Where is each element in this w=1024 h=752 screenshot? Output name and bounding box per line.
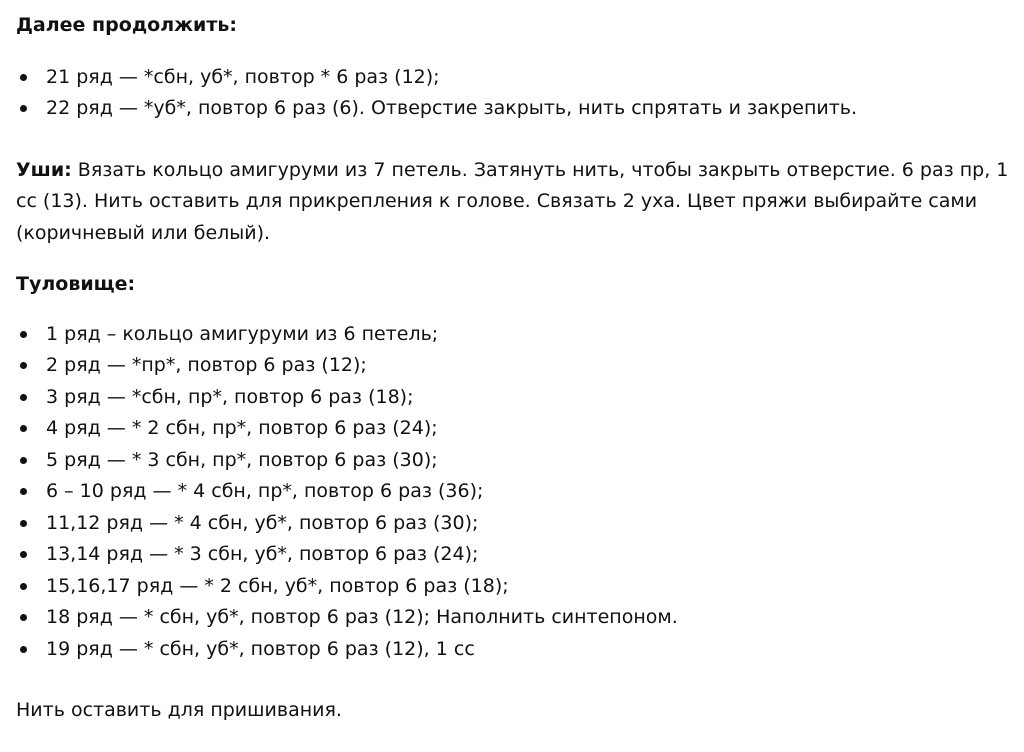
bullet-icon bbox=[20, 362, 27, 369]
ears-text: Вязать кольцо амигуруми из 7 петель. Затянуть нить, чтобы закрыть отверстие. 6 раз пр, 1 сс (13). Нить оставить для прикрепления к голове. Связать 2 уха. Цвет пряжи выбирайте сами (коричневый или белый). bbox=[16, 158, 1009, 244]
ears-label: Уши: bbox=[16, 158, 72, 181]
list-item bbox=[16, 634, 1016, 666]
bullet-icon bbox=[20, 488, 27, 495]
list-item bbox=[16, 602, 1016, 634]
bullet-icon bbox=[20, 74, 27, 81]
list-item-text: 5 ряд — * 3 сбн, пр*, повтор 6 раз (30); bbox=[46, 448, 438, 471]
list-item-text: 3 ряд — *сбн, пр*, повтор 6 раз (18); bbox=[46, 385, 414, 408]
list-item bbox=[16, 571, 1016, 603]
body-list bbox=[16, 319, 1016, 666]
list-item-text: 6 – 10 ряд — * 4 сбн, пр*, повтор 6 раз (36); bbox=[46, 480, 484, 502]
bullet-icon bbox=[20, 551, 27, 558]
bullet-icon bbox=[20, 331, 27, 338]
list-item-text: 21 ряд — *сбн, уб*, повтор * 6 раз (12); bbox=[46, 65, 440, 88]
list-item-text: 19 ряд — * сбн, уб*, повтор 6 раз (12), 1 сс bbox=[46, 637, 475, 660]
list-item bbox=[16, 350, 1016, 382]
list-item-text: 1 ряд – кольцо амигуруми из 6 петель; bbox=[46, 322, 439, 345]
bullet-icon bbox=[20, 646, 27, 653]
list-item bbox=[16, 93, 1016, 125]
list-item bbox=[16, 445, 1016, 477]
list-item-text: 18 ряд — * сбн, уб*, повтор 6 раз (12); Наполнить синтепоном. bbox=[46, 606, 678, 628]
list-item-text: 11,12 ряд — * 4 сбн, уб*, повтор 6 раз (30); bbox=[46, 511, 479, 534]
list-item bbox=[16, 508, 1016, 540]
bullet-icon bbox=[20, 394, 27, 401]
list-item bbox=[16, 539, 1016, 571]
list-item bbox=[16, 413, 1016, 445]
final-note: Нить оставить для пришивания. bbox=[16, 699, 342, 721]
list-item bbox=[16, 476, 1016, 508]
bullet-icon bbox=[20, 425, 27, 432]
list-item-text: 4 ряд — * 2 сбн, пр*, повтор 6 раз (24); bbox=[46, 417, 438, 439]
list-item bbox=[16, 319, 1016, 351]
bullet-icon bbox=[20, 520, 27, 527]
list-item bbox=[16, 382, 1016, 414]
bullet-icon bbox=[20, 457, 27, 464]
list-item-text: 2 ряд — *пр*, повтор 6 раз (12); bbox=[46, 354, 367, 376]
bullet-icon bbox=[20, 614, 27, 621]
list-item-text: 22 ряд — *уб*, повтор 6 раз (6). Отверстие закрыть, нить спрятать и закрепить. bbox=[46, 97, 858, 119]
list-item-text: 13,14 ряд — * 3 сбн, уб*, повтор 6 раз (24); bbox=[46, 543, 479, 565]
list-item-text: 15,16,17 ряд — * 2 сбн, уб*, повтор 6 раз (18); bbox=[46, 574, 509, 597]
bullet-icon bbox=[20, 105, 27, 112]
body-heading: Туловище: bbox=[16, 273, 136, 295]
list-item bbox=[16, 62, 1016, 94]
bullet-icon bbox=[20, 583, 27, 590]
continue-list bbox=[16, 62, 1016, 125]
continue-heading: Далее продолжить: bbox=[16, 14, 237, 36]
ears-paragraph bbox=[16, 155, 1016, 250]
